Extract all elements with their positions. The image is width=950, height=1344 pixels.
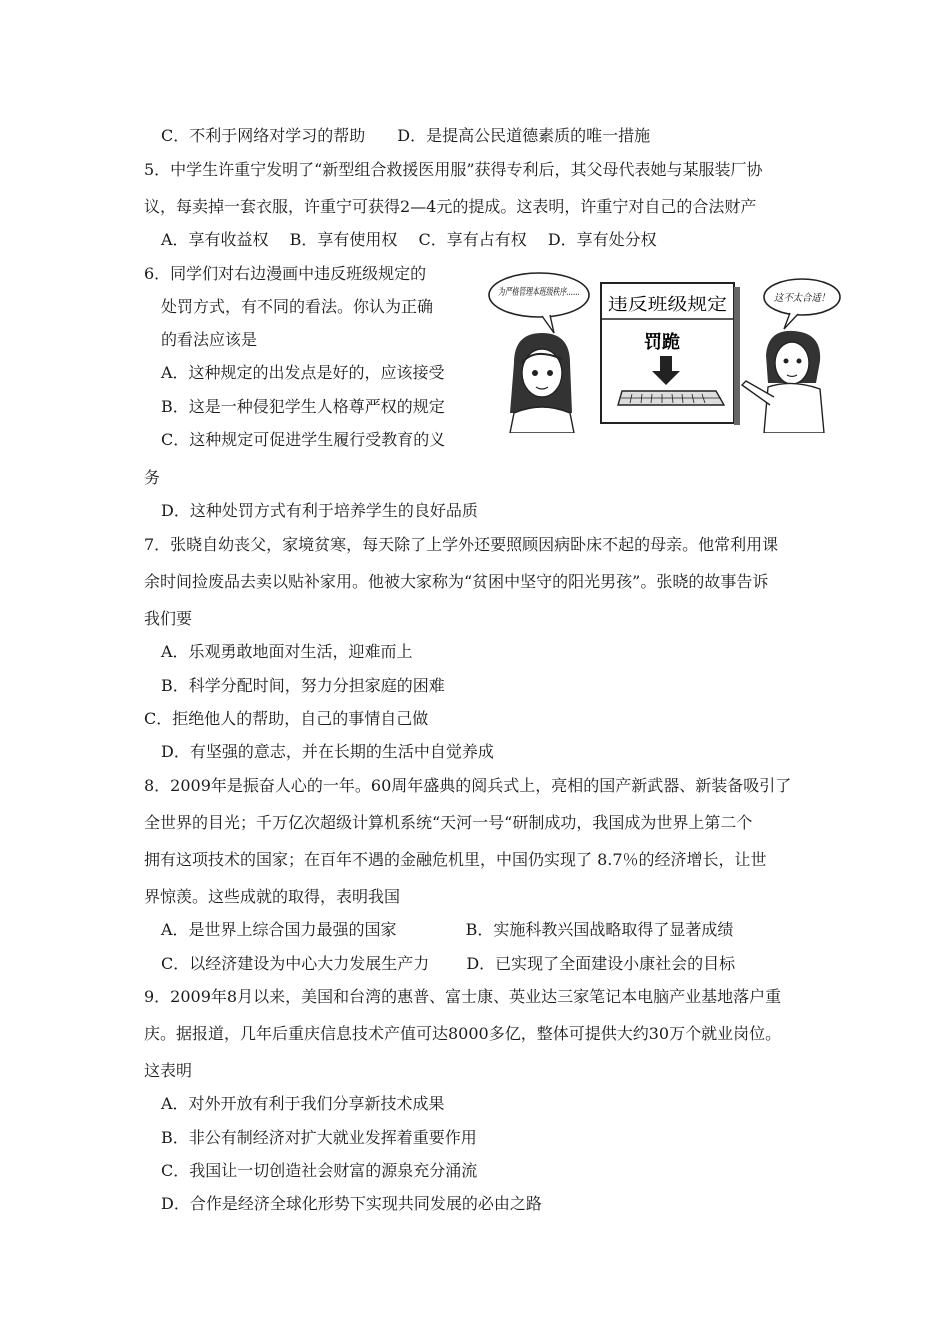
q8-options-cd: C．以经济建设为中心大力发展生产力 D．已实现了全面建设小康社会的目标: [161, 954, 736, 973]
q9-option-c: C．我国让一切创造社会财富的源泉充分涌流: [161, 1161, 478, 1180]
q5-stem-line-1: 5．中学生许重宁发明了“新型组合救援医用服”获得专利后，其父母代表她与某服装厂协: [144, 160, 763, 179]
q5-stem-line-2: 议，每卖掉一套衣服，许重宁可获得2—4元的提成。这表明，许重宁对自己的合法财产: [144, 197, 757, 216]
q6-option-c-wrap: 务: [144, 468, 161, 487]
left-bubble-text: 为严格管理本班级秩序……: [498, 287, 618, 298]
q4-option-cd: C．不利于网络对学习的帮助 D．是提高公民道德素质的唯一措施: [161, 126, 651, 145]
q7-option-a: A．乐观勇敢地面对生活，迎难而上: [161, 642, 413, 661]
q7-option-c: C．拒绝他人的帮助，自己的事情自己做: [144, 709, 429, 728]
q7-option-b: B．科学分配时间，努力分担家庭的困难: [161, 676, 445, 695]
sign-board-shadow: [734, 287, 740, 425]
q6-stem-line-2: 处罚方式，有不同的看法。你认为正确: [161, 297, 434, 316]
q9-option-a: A．对外开放有利于我们分享新技术成果: [161, 1094, 445, 1113]
q9-option-d: D．合作是经济全球化形势下实现共同发展的必由之路: [161, 1194, 542, 1213]
q8-stem-line-2: 全世界的目光；千万亿次超级计算机系统“天河一号“研制成功，我国成为世界上第二个: [144, 813, 753, 832]
q6-stem-line-1: 6．同学们对右边漫画中违反班级规定的: [144, 264, 427, 283]
q5-options: A．享有收益权 B．享有使用权 C．享有占有权 D．享有处分权: [161, 230, 657, 249]
q6-option-b: B．这是一种侵犯学生人格尊严权的规定: [161, 397, 445, 416]
q6-option-a: A．这种规定的出发点是好的，应该接受: [161, 363, 445, 382]
q9-stem-line-3: 这表明: [144, 1061, 193, 1080]
q7-option-d: D．有坚强的意志，并在长期的生活中自觉养成: [161, 742, 494, 761]
cartoon-illustration: [484, 263, 846, 433]
q8-stem-line-3: 拥有这项技术的国家；在百年不遇的金融危机里，中国仍实现了 8.7％的经济增长，让世: [144, 850, 767, 869]
right-bubble-text: 这不太合适！: [774, 293, 834, 304]
left-bubble-tail: [542, 315, 554, 333]
q8-stem-line-4: 界惊羡。这些成就的取得，表明我国: [144, 887, 401, 906]
right-bubble-tail: [784, 313, 798, 329]
q7-stem-line-3: 我们要: [144, 609, 193, 628]
q6-option-c: C．这种规定可促进学生履行受教育的义: [161, 430, 446, 449]
sign-title: 违反班级规定: [608, 295, 727, 315]
sign-penalty: 罚跪: [644, 332, 680, 353]
q9-stem-line-2: 庆。据报道，几年后重庆信息技术产值可达8000多亿，整体可提供大约30万个就业岗位。: [144, 1024, 782, 1043]
girl-figure-right: [742, 331, 824, 433]
q8-stem-line-1: 8．2009年是振奋人心的一年。60周年盛典的阅兵式上，亮相的国产新武器、新装备吸引了: [144, 776, 792, 795]
q6-stem-line-3: 的看法应该是: [161, 330, 258, 349]
girl-figure-left: [510, 333, 574, 433]
q9-option-b: B．非公有制经济对扩大就业发挥着重要作用: [161, 1128, 477, 1147]
q8-options-ab: A．是世界上综合国力最强的国家 B．实施科教兴国战略取得了显著成绩: [161, 920, 734, 939]
q7-stem-line-1: 7．张晓自幼丧父，家境贫寒，每天除了上学外还要照顾因病卧床不起的母亲。他常利用课: [144, 535, 779, 554]
q7-stem-line-2: 余时间捡废品去卖以贴补家用。他被大家称为“贫困中坚守的阳光男孩”。张晓的故事告诉: [144, 572, 769, 591]
q9-stem-line-1: 9．2009年8月以来，美国和台湾的惠普、富士康、英业达三家笔记本电脑产业基地落户重: [144, 987, 782, 1006]
q6-option-d: D．这种处罚方式有利于培养学生的良好品质: [161, 501, 478, 520]
